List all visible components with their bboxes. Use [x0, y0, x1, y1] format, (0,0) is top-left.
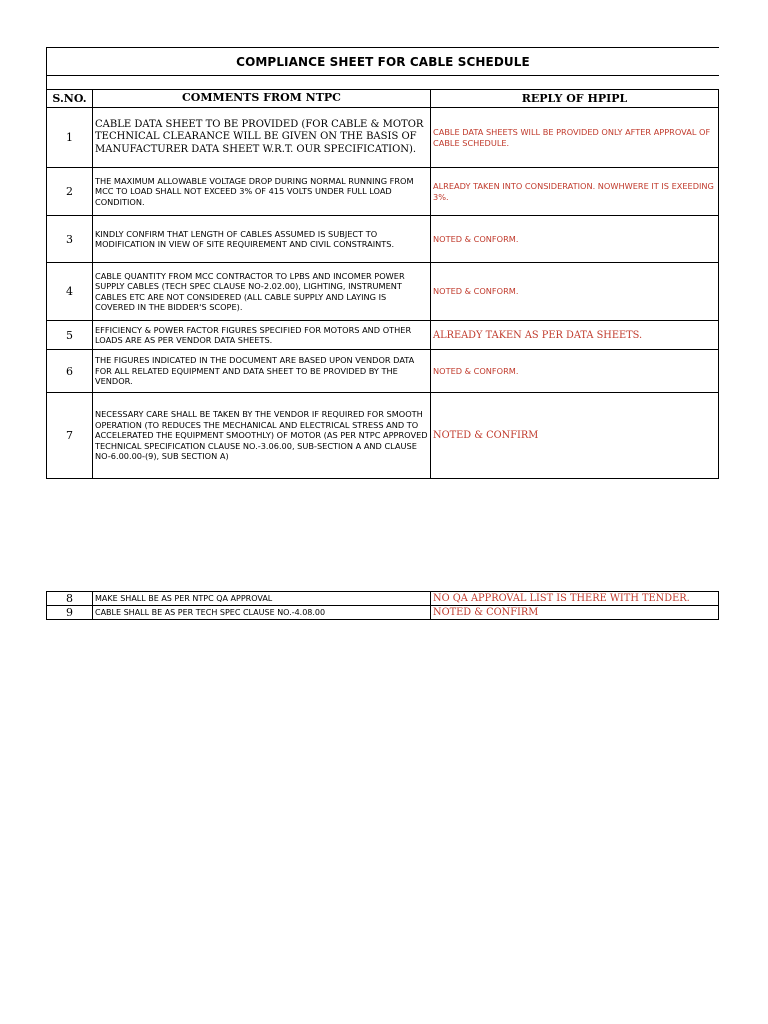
- compliance-sheet: [46, 47, 719, 479]
- row-comment: KINDLY CONFIRM THAT LENGTH OF CABLES ASSUMED IS SUBJECT TO MODIFICATION IN VIEW OF SITE REQUIREMENT AND CIVIL CONSTRAINTS.: [93, 216, 431, 263]
- row-reply: NOTED & CONFORM.: [431, 216, 719, 263]
- sheet-title-row: [46, 47, 719, 75]
- row-comment: NECESSARY CARE SHALL BE TAKEN BY THE VENDOR IF REQUIRED FOR SMOOTH OPERATION (TO REDUCES THE MECHANICAL AND ELECTRICAL STRESS AND TO ACCELERATED THE EQUIPMENT SMOOTHLY) OF MOTOR (AS PER NTPC APPROVED TECHNICAL SPECIFICATION CLAUSE NO.-3.06.00, SUB-SECTION A AND CLAUSE NO-6.00.00-(9), SUB SECTION A): [93, 393, 431, 479]
- row-sno: 8: [47, 592, 93, 606]
- compliance-sheet-continued: [46, 591, 719, 620]
- row-sno: 4: [47, 263, 93, 321]
- compliance-table: [46, 89, 719, 479]
- table-row: [47, 216, 719, 263]
- table-row: [47, 263, 719, 321]
- table-row: [47, 393, 719, 479]
- table-row: [47, 321, 719, 350]
- spacer-row: [46, 75, 719, 89]
- table-row: [47, 592, 719, 606]
- table-row: [47, 108, 719, 168]
- row-sno: 9: [47, 606, 93, 620]
- sheet-title: COMPLIANCE SHEET FOR CABLE SCHEDULE: [236, 54, 530, 69]
- row-sno: 5: [47, 321, 93, 350]
- row-reply: NOTED & CONFORM.: [431, 350, 719, 393]
- row-sno: 6: [47, 350, 93, 393]
- row-sno: 3: [47, 216, 93, 263]
- row-comment: THE MAXIMUM ALLOWABLE VOLTAGE DROP DURING NORMAL RUNNING FROM MCC TO LOAD SHALL NOT EXCEED 3% OF 415 VOLTS UNDER FULL LOAD CONDITION.: [93, 168, 431, 216]
- row-comment: MAKE SHALL BE AS PER NTPC QA APPROVAL: [93, 592, 431, 606]
- row-reply: NOTED & CONFIRM: [431, 606, 719, 620]
- row-reply: NO QA APPROVAL LIST IS THERE WITH TENDER.: [431, 592, 719, 606]
- row-reply: NOTED & CONFIRM: [431, 393, 719, 479]
- row-comment: THE FIGURES INDICATED IN THE DOCUMENT ARE BASED UPON VENDOR DATA FOR ALL RELATED EQUIPMENT AND DATA SHEET TO BE PROVIDED BY THE VENDOR.: [93, 350, 431, 393]
- row-reply: NOTED & CONFORM.: [431, 263, 719, 321]
- header-sno: S.NO.: [47, 90, 93, 108]
- row-reply: ALREADY TAKEN INTO CONSIDERATION. NOWHWERE IT IS EXEEDING 3%.: [431, 168, 719, 216]
- header-row: [47, 90, 719, 108]
- table-row: [47, 350, 719, 393]
- row-reply: ALREADY TAKEN AS PER DATA SHEETS.: [431, 321, 719, 350]
- row-comment: EFFICIENCY & POWER FACTOR FIGURES SPECIFIED FOR MOTORS AND OTHER LOADS ARE AS PER VENDOR DATA SHEETS.: [93, 321, 431, 350]
- table-row: [47, 168, 719, 216]
- row-comment: CABLE DATA SHEET TO BE PROVIDED (FOR CABLE & MOTOR TECHNICAL CLEARANCE WILL BE GIVEN ON THE BASIS OF MANUFACTURER DATA SHEET W.R.T. OUR SPECIFICATION).: [93, 108, 431, 168]
- row-sno: 1: [47, 108, 93, 168]
- table-row: [47, 606, 719, 620]
- row-comment: CABLE QUANTITY FROM MCC CONTRACTOR TO LPBS AND INCOMER POWER SUPPLY CABLES (TECH SPEC CLAUSE NO-2.02.00), LIGHTING, INSTRUMENT CABLES ETC ARE NOT CONSIDERED (ALL CABLE SUPPLY AND LAYING IS COVERED IN THE BIDDER'S SCOPE).: [93, 263, 431, 321]
- row-reply: CABLE DATA SHEETS WILL BE PROVIDED ONLY AFTER APPROVAL OF CABLE SCHEDULE.: [431, 108, 719, 168]
- row-sno: 7: [47, 393, 93, 479]
- header-reply: REPLY OF HPIPL: [431, 90, 719, 108]
- header-comments: COMMENTS FROM NTPC: [93, 90, 431, 108]
- compliance-table-continued: [46, 591, 719, 620]
- row-comment: CABLE SHALL BE AS PER TECH SPEC CLAUSE NO.-4.08.00: [93, 606, 431, 620]
- row-sno: 2: [47, 168, 93, 216]
